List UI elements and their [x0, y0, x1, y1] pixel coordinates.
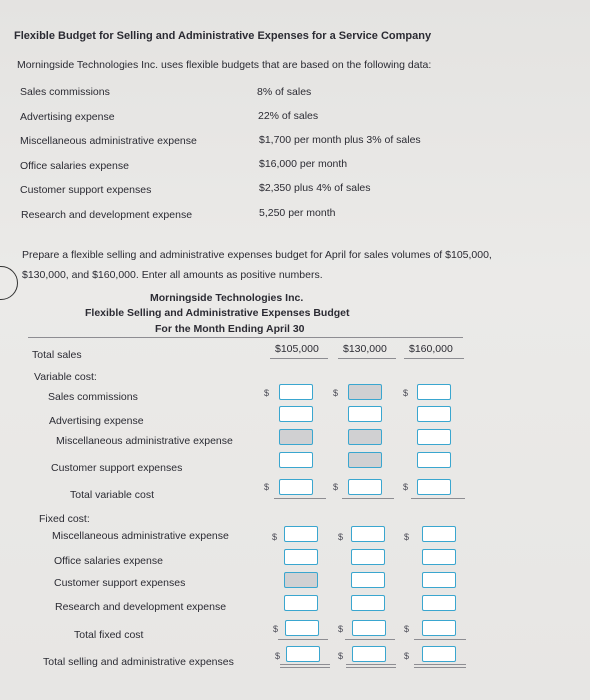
data-label: Customer support expenses [20, 184, 152, 196]
total-underline [414, 639, 466, 640]
total-underline [278, 639, 328, 640]
budget-company: Morningside Technologies Inc. [150, 292, 304, 304]
input-grand-total-160000[interactable] [422, 646, 456, 662]
input-total-variable-130000[interactable] [348, 479, 382, 495]
total-underline [274, 498, 326, 499]
input-total-variable-105000[interactable] [279, 479, 313, 495]
input-advertising-130000[interactable] [348, 406, 382, 422]
fixed-item-label: Research and development expense [55, 601, 227, 613]
input-grand-total-105000[interactable] [286, 646, 320, 662]
dollar-sign: $ [273, 624, 279, 634]
budget-title: Flexible Selling and Administrative Expenses Budget [85, 307, 350, 319]
fixed-item-label: Office salaries expense [54, 555, 163, 567]
variable-cost-label: Variable cost: [34, 371, 97, 383]
dollar-sign: $ [403, 388, 409, 398]
data-value: $2,350 plus 4% of sales [259, 182, 371, 194]
input-office-salaries-130000[interactable] [351, 549, 385, 565]
data-value: 8% of sales [257, 86, 312, 98]
input-research-development-105000[interactable] [284, 595, 318, 611]
dollar-sign: $ [338, 532, 344, 542]
input-research-development-130000[interactable] [351, 595, 385, 611]
data-value: $16,000 per month [259, 158, 348, 170]
input-total-fixed-105000[interactable] [285, 620, 319, 636]
input-customer-support-fixed-105000[interactable] [284, 572, 318, 588]
data-label: Office salaries expense [20, 160, 129, 172]
input-customer-support-variable-160000[interactable] [417, 452, 451, 468]
variable-item-label: Advertising expense [49, 415, 144, 427]
input-customer-support-fixed-160000[interactable] [422, 572, 456, 588]
variable-item-label: Customer support expenses [51, 462, 183, 474]
total-underline [345, 639, 395, 640]
input-office-salaries-160000[interactable] [422, 549, 456, 565]
dollar-sign: $ [333, 482, 339, 492]
dollar-sign: $ [264, 482, 270, 492]
dollar-sign: $ [333, 388, 339, 398]
total-underline [411, 498, 465, 499]
column-underline [338, 358, 396, 359]
dollar-sign: $ [272, 532, 278, 542]
page-heading: Flexible Budget for Selling and Administrative Expenses for a Service Company [14, 30, 432, 42]
data-label: Miscellaneous administrative expense [20, 135, 197, 147]
total-variable-label: Total variable cost [70, 489, 155, 501]
dollar-sign: $ [403, 482, 409, 492]
input-sales-commissions-160000[interactable] [417, 384, 451, 400]
budget-period: For the Month Ending April 30 [155, 323, 305, 335]
input-sales-commissions-105000[interactable] [279, 384, 313, 400]
instructions-line-1: Prepare a flexible selling and administrative expenses budget for April for sales volumes of $105,000, [22, 249, 492, 261]
variable-item-label: Miscellaneous administrative expense [56, 435, 233, 447]
data-label: Sales commissions [20, 86, 110, 98]
fixed-item-label: Customer support expenses [54, 577, 186, 589]
column-header: $160,000 [409, 343, 453, 355]
double-underline [346, 667, 396, 668]
fixed-item-label: Miscellaneous administrative expense [52, 530, 229, 542]
grand-total-label: Total selling and administrative expenses [43, 656, 234, 668]
data-value: $1,700 per month plus 3% of sales [259, 134, 421, 146]
dollar-sign: $ [338, 624, 344, 634]
total-fixed-label: Total fixed cost [74, 629, 144, 641]
column-header: $130,000 [343, 343, 387, 355]
input-research-development-160000[interactable] [422, 595, 456, 611]
double-underline [414, 664, 466, 665]
input-misc-admin-variable-160000[interactable] [417, 429, 451, 445]
input-advertising-105000[interactable] [279, 406, 313, 422]
intro-text: Morningside Technologies Inc. uses flexible budgets that are based on the following data: [17, 59, 432, 71]
column-underline [404, 358, 464, 359]
input-customer-support-variable-130000[interactable] [348, 452, 382, 468]
total-sales-label: Total sales [32, 349, 82, 361]
dollar-sign: $ [404, 651, 410, 661]
input-misc-admin-variable-130000[interactable] [348, 429, 382, 445]
circle-decoration [0, 266, 18, 300]
input-customer-support-variable-105000[interactable] [279, 452, 313, 468]
double-underline [280, 664, 330, 665]
double-underline [346, 664, 396, 665]
data-label: Research and development expense [21, 209, 193, 221]
dollar-sign: $ [264, 388, 270, 398]
input-grand-total-130000[interactable] [352, 646, 386, 662]
variable-item-label: Sales commissions [48, 391, 138, 403]
column-header: $105,000 [275, 343, 319, 355]
input-office-salaries-105000[interactable] [284, 549, 318, 565]
double-underline [280, 667, 330, 668]
input-customer-support-fixed-130000[interactable] [351, 572, 385, 588]
header-rule [28, 337, 463, 338]
double-underline [414, 667, 466, 668]
input-advertising-160000[interactable] [417, 406, 451, 422]
input-total-variable-160000[interactable] [417, 479, 451, 495]
dollar-sign: $ [404, 532, 410, 542]
input-misc-admin-fixed-160000[interactable] [422, 526, 456, 542]
dollar-sign: $ [404, 624, 410, 634]
input-total-fixed-130000[interactable] [352, 620, 386, 636]
input-misc-admin-fixed-105000[interactable] [284, 526, 318, 542]
input-sales-commissions-130000[interactable] [348, 384, 382, 400]
data-value: 5,250 per month [259, 207, 336, 219]
dollar-sign: $ [338, 651, 344, 661]
data-label: Advertising expense [20, 111, 115, 123]
total-underline [342, 498, 394, 499]
fixed-cost-label: Fixed cost: [39, 513, 90, 525]
column-underline [270, 358, 328, 359]
dollar-sign: $ [275, 651, 281, 661]
input-misc-admin-variable-105000[interactable] [279, 429, 313, 445]
data-value: 22% of sales [258, 110, 319, 122]
input-misc-admin-fixed-130000[interactable] [351, 526, 385, 542]
input-total-fixed-160000[interactable] [422, 620, 456, 636]
instructions-line-2: $130,000, and $160,000. Enter all amounts as positive numbers. [22, 269, 323, 281]
